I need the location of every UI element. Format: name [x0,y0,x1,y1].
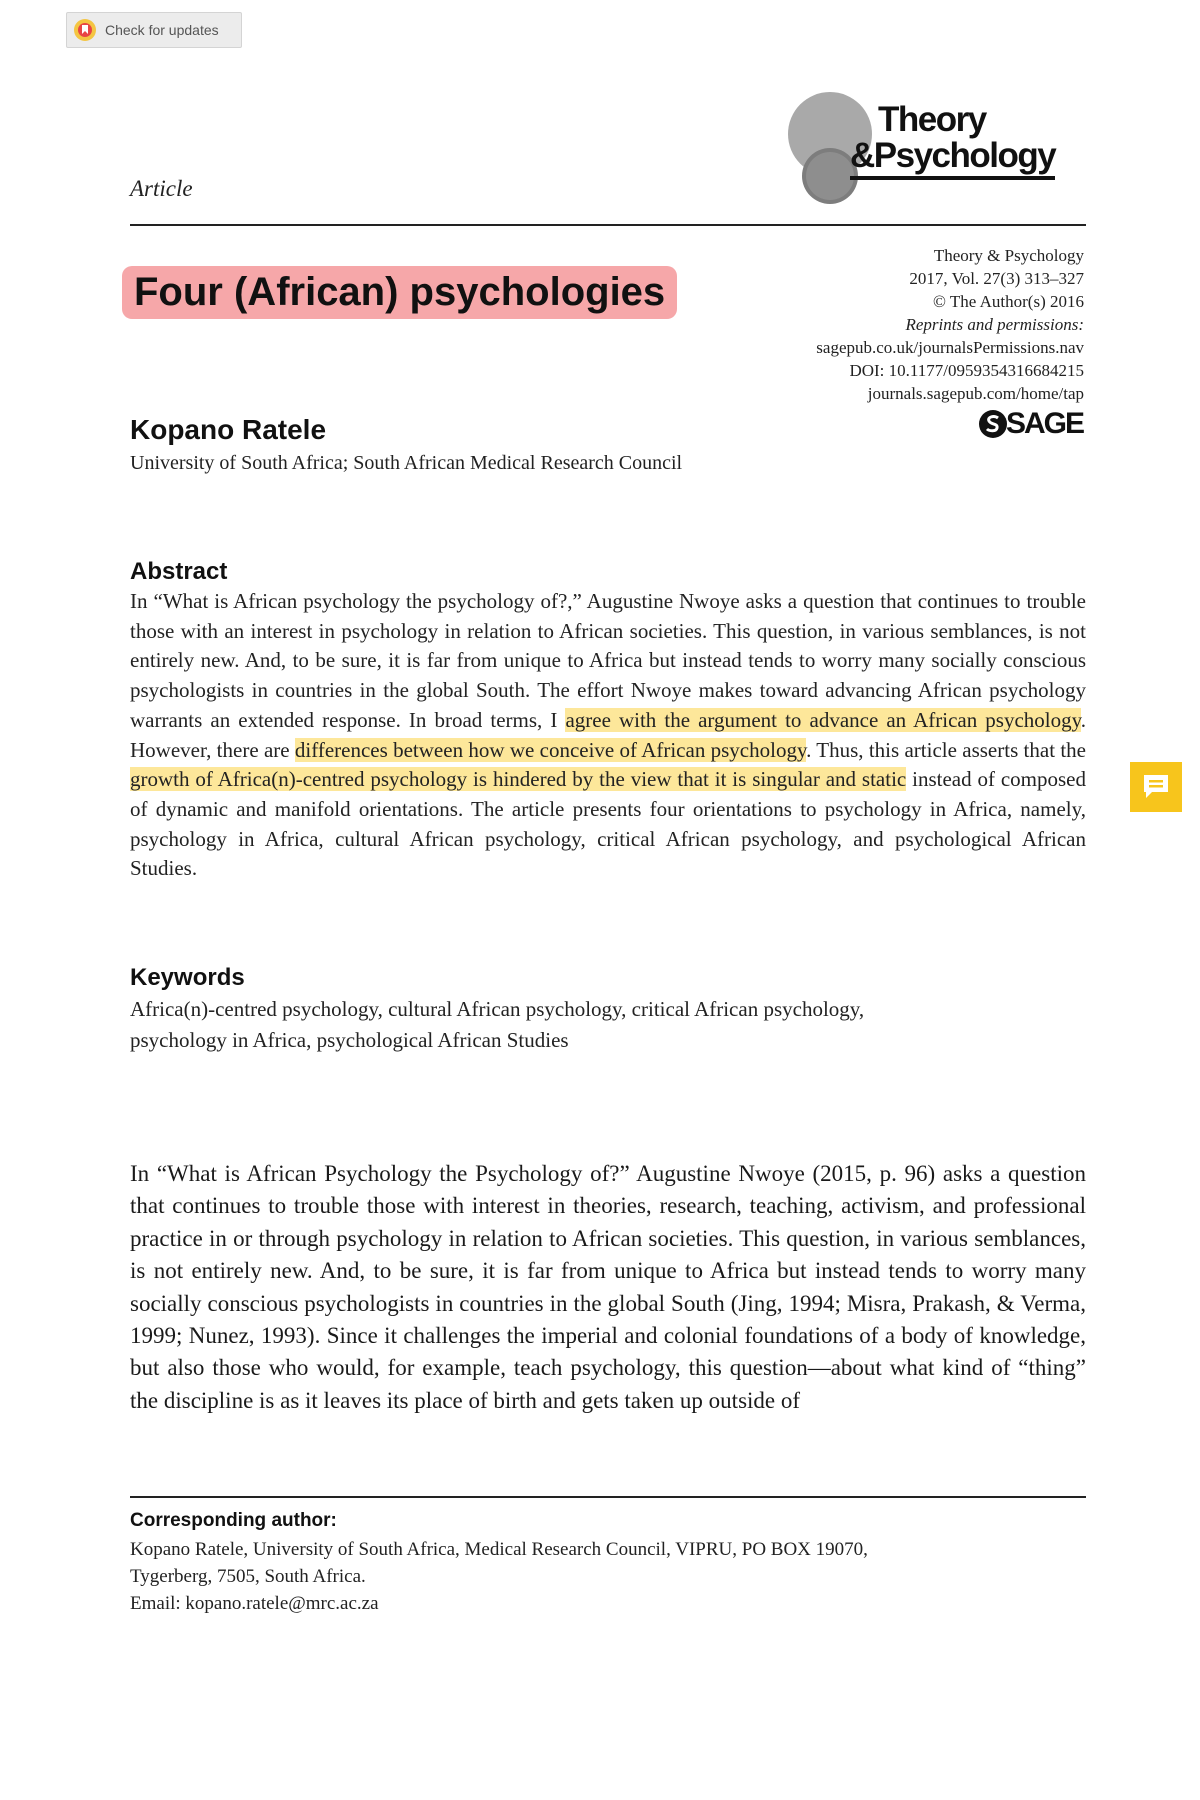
meta-permissions-link[interactable]: sagepub.co.uk/journalsPermissions.nav [816,338,1084,357]
corresponding-author-details [130,1536,1030,1617]
check-updates-label: Check for updates [105,22,219,38]
author-name: Kopano Ratele [130,414,327,445]
logo-line-2: &Psychology [850,138,1055,180]
corresponding-line-1: Kopano Ratele, University of South Africa, Medical Research Council, VIPRU, PO BOX 19070, [130,1539,868,1560]
meta-journal-link[interactable]: journals.sagepub.com/home/tap [867,384,1084,403]
check-updates-icon [73,18,97,42]
abstract-part: . However, there are [130,707,1086,762]
sage-logo [978,407,1083,441]
sage-logo-text: SAGE [1006,407,1084,440]
abstract-part: instead of composed of dynamic and manifold orientations. The article presents four orientations to psychology in Africa, namely, psychology in Africa, cultural African psychology, critical African psychology, and psychological African Studies. [130,767,1087,881]
footnote-rule [130,1496,1086,1498]
title-highlight[interactable] [122,266,677,319]
abstract-part: In “What is African psychology the psychology of?,” Augustine Nwoye asks a question that continues to trouble those with an interest in psychology in relation to African societies. This question, in various semblances, is not entirely new. And, to be sure, it is far from unique to Africa but instead tends to worry many socially conscious psychologists in countries in the global South. The effort Nwoye makes toward advancing African psychology warrants an extended response. In broad terms, I [130,589,1086,732]
keywords-line-1: Africa(n)-centred psychology, cultural African psychology, critical African psychology, [130,997,865,1021]
article-type-label: Article [130,176,193,201]
meta-journal: Theory & Psychology [933,246,1084,265]
journal-logo-text [850,100,1056,180]
comment-icon [1141,773,1171,801]
header-rule [130,224,1086,226]
meta-copyright: © The Author(s) 2016 [933,292,1084,311]
journal-logo [786,88,1086,208]
sage-emblem-icon [978,409,1008,439]
abstract-highlight-2[interactable]: differences between how we conceive of African psychology [294,737,807,762]
abstract-highlight-1[interactable]: agree with the argument to advance an African psychology [565,707,1081,732]
keywords-text [130,994,990,1056]
meta-volume: 2017, Vol. 27(3) 313–327 [909,269,1084,288]
abstract-text [130,587,1086,884]
article-title: Four (African) psychologies [134,270,666,314]
comment-annotation-button[interactable] [1130,762,1182,812]
abstract-heading: Abstract [130,558,228,585]
publication-meta [816,244,1084,405]
meta-doi[interactable]: DOI: 10.1177/0959354316684215 [849,361,1084,380]
keywords-heading: Keywords [130,964,245,991]
corresponding-line-2: Tygerberg, 7505, South Africa. [130,1566,366,1587]
keywords-line-2: psychology in Africa, psychological African Studies [130,1028,569,1052]
abstract-highlight-3[interactable]: growth of Africa(n)-centred psychology is hindered by the view that it is singular and static [130,767,907,792]
author-affiliation: University of South Africa; South African Medical Research Council [130,452,683,474]
abstract-part: . Thus, this article asserts that the [806,737,1086,762]
logo-line-1: Theory [878,100,986,139]
corresponding-email[interactable]: Email: kopano.ratele@mrc.ac.za [130,1593,379,1614]
meta-reprints: Reprints and permissions: [905,315,1084,334]
corresponding-author-heading: Corresponding author: [130,1510,337,1531]
check-for-updates-button[interactable] [66,12,242,48]
body-paragraph: In “What is African Psychology the Psychology of?” Augustine Nwoye (2015, p. 96) asks a question that continues to trouble those with interest in theories, research, teaching, activism, and professional practice in or through psychology in relation to African societies. This question, in various semblances, is not entirely new. And, to be sure, it is far from unique to Africa but instead tends to worry many socially conscious psychologists in countries in the global South (Jing, 1994; Misra, Prakash, & Verma, 1999; Nunez, 1993). Since it challenges the imperial and colonial foundations of a body of knowledge, but also those who would, for example, teach psychology, this question—about what kind of “thing” the discipline is as it leaves its place of birth and gets taken up outside of [130,1161,1086,1413]
